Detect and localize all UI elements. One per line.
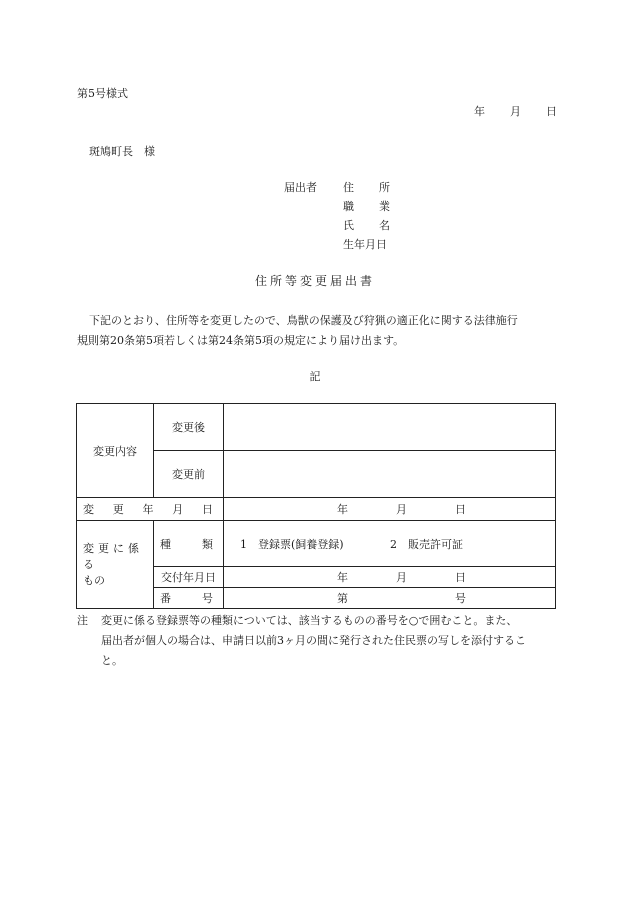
change-date-char-3: 年 <box>142 503 154 516</box>
applicant-field-birthdate <box>343 236 387 252</box>
change-date-char-2: 更 <box>112 503 124 516</box>
issue-day-label: 日 <box>455 571 466 584</box>
kind-char-1: 種 <box>160 537 171 551</box>
change-month-label: 月 <box>396 503 407 516</box>
body-text <box>77 311 557 351</box>
change-year-label: 年 <box>337 503 348 516</box>
before-label: 変更前 <box>154 451 224 498</box>
number-char-1: 番 <box>160 592 171 605</box>
document-title: 住所等変更届出書 <box>254 274 375 288</box>
changed-object-label <box>77 521 154 609</box>
change-date-label <box>77 498 224 521</box>
occupation-char-1: 職 <box>343 200 354 213</box>
kind-option-registration[interactable]: 1 登録票(飼養登録) <box>240 537 344 551</box>
form-number: 第5号様式 <box>77 87 128 100</box>
applicant-label: 届出者 <box>284 181 317 194</box>
applicant-field-occupation <box>343 198 390 214</box>
submission-date <box>474 103 557 119</box>
issue-date-label: 交付年月日 <box>154 567 224 588</box>
kind-option-sales-permit[interactable]: 2 販売許可証 <box>390 537 463 551</box>
note-line-1: 変更に係る登録票等の種類については、該当するものの番号を○で囲むこと。また、 <box>101 614 518 627</box>
addressee: 斑鳩町長 様 <box>89 145 155 158</box>
applicant-field-name <box>343 217 390 233</box>
change-date-char-1: 変 <box>83 503 94 516</box>
applicant-field-address <box>343 179 390 195</box>
after-value-cell[interactable] <box>224 404 556 451</box>
row-kind <box>77 521 556 567</box>
change-date-char-4: 月 <box>172 503 184 516</box>
name-char-1: 氏 <box>343 219 354 232</box>
body-line-1: 下記のとおり、住所等を変更したので、鳥獣の保護及び狩猟の適正化に関する法律施行 <box>89 314 518 327</box>
occupation-char-2: 業 <box>379 200 390 213</box>
number-value[interactable] <box>224 588 556 609</box>
kind-label <box>154 521 224 567</box>
before-value-cell[interactable] <box>224 451 556 498</box>
row-after <box>77 404 556 451</box>
kind-options[interactable] <box>224 521 556 567</box>
ki-heading: 記 <box>309 370 321 383</box>
change-day-label: 日 <box>455 503 466 516</box>
date-year-label: 年 <box>474 105 485 118</box>
change-table <box>76 403 556 609</box>
note-line-2: 届出者が個人の場合は、申請日以前3ヶ月の間に発行された住民票の写しを添付するこ <box>101 634 526 647</box>
note <box>77 611 562 671</box>
note-line-3: と。 <box>101 654 123 667</box>
change-date-char-5: 日 <box>202 503 213 516</box>
date-day-label: 日 <box>546 105 557 118</box>
kind-char-2: 類 <box>202 537 213 551</box>
after-label: 変更後 <box>154 404 224 451</box>
date-month-label: 月 <box>510 105 521 118</box>
change-contents-label: 変更内容 <box>77 404 154 498</box>
issue-year-label: 年 <box>337 571 348 584</box>
change-date-value[interactable] <box>224 498 556 521</box>
name-char-2: 名 <box>379 219 390 232</box>
address-char-2: 所 <box>379 181 390 194</box>
row-change-date <box>77 498 556 521</box>
number-dai-label: 第 <box>337 592 348 605</box>
changed-object-line-1: 変更に係る <box>83 541 143 571</box>
address-char-1: 住 <box>343 181 354 194</box>
changed-object-line-2: もの <box>83 573 105 587</box>
issue-date-value[interactable] <box>224 567 556 588</box>
body-line-2: 規則第20条第5項若しくは第24条第5項の規定により届け出ます。 <box>77 334 405 347</box>
number-label <box>154 588 224 609</box>
number-char-2: 号 <box>202 592 213 605</box>
number-go-label: 号 <box>455 592 466 605</box>
note-label: 注 <box>77 614 88 627</box>
issue-month-label: 月 <box>396 571 407 584</box>
birthdate-label: 生年月日 <box>343 238 387 251</box>
